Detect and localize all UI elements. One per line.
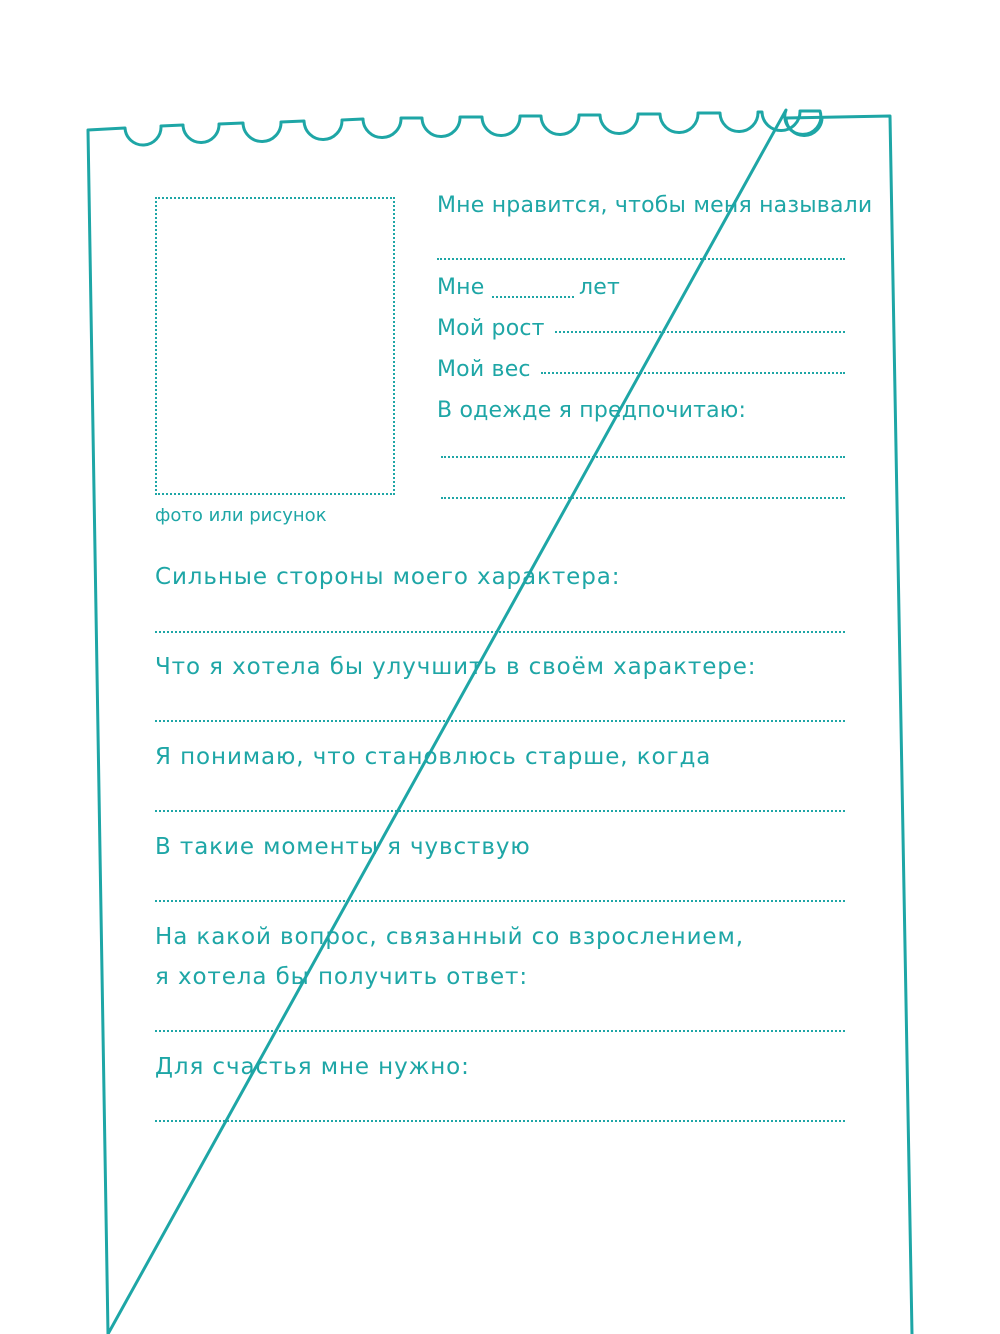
photo-caption: фото или рисунок bbox=[155, 505, 327, 526]
photo-placeholder[interactable] bbox=[155, 197, 395, 495]
older-input-line[interactable] bbox=[155, 810, 845, 812]
height-field bbox=[437, 316, 845, 341]
question-input-line[interactable] bbox=[155, 1030, 845, 1032]
strengths-label: Сильные стороны моего характера: bbox=[155, 564, 621, 590]
question-label-line1: На какой вопрос, связанный со взрослением, bbox=[155, 924, 744, 950]
feel-label: В такие моменты я чувствую bbox=[155, 834, 531, 860]
feel-input-line[interactable] bbox=[155, 900, 845, 902]
improve-label: Что я хотела бы улучшить в своём характере: bbox=[155, 654, 757, 680]
weight-label: Мой вес bbox=[437, 357, 531, 382]
age-input-line[interactable] bbox=[492, 296, 574, 298]
nickname-input-line[interactable] bbox=[437, 258, 845, 260]
nickname-label: Мне нравится, чтобы меня называли bbox=[437, 193, 873, 218]
clothing-input-line-2[interactable] bbox=[441, 497, 845, 499]
older-label: Я понимаю, что становлюсь старше, когда bbox=[155, 744, 712, 770]
improve-input-line[interactable] bbox=[155, 720, 845, 722]
strengths-input-line[interactable] bbox=[155, 631, 845, 633]
weight-input-line[interactable] bbox=[541, 372, 845, 374]
clothing-label: В одежде я предпочитаю: bbox=[437, 398, 747, 423]
height-input-line[interactable] bbox=[555, 331, 845, 333]
question-label-line2: я хотела бы получить ответ: bbox=[155, 964, 528, 990]
height-label: Мой рост bbox=[437, 316, 545, 341]
age-prefix: Мне bbox=[437, 275, 485, 300]
age-suffix: лет bbox=[579, 275, 621, 300]
weight-field bbox=[437, 357, 845, 382]
happiness-label: Для счастья мне нужно: bbox=[155, 1054, 470, 1080]
sheet-outline-edges bbox=[786, 116, 912, 1334]
clothing-input-line-1[interactable] bbox=[441, 456, 845, 458]
happiness-input-line[interactable] bbox=[155, 1120, 845, 1122]
